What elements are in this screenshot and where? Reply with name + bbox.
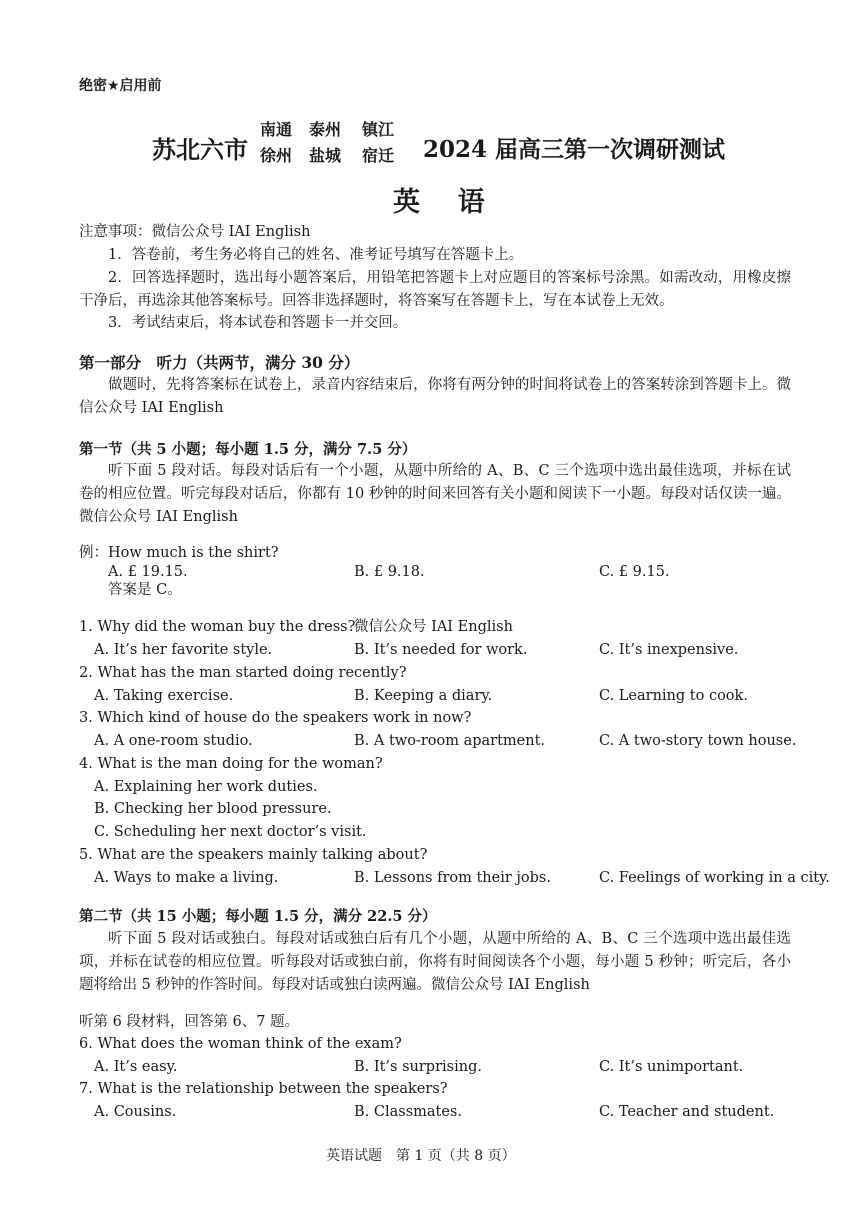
- q4-option-a: A. Explaining her work duties.: [94, 779, 318, 795]
- city-taizhou: 泰州: [309, 120, 342, 139]
- question-4: 4. What is the man doing for the woman?: [79, 756, 383, 772]
- region-name: 苏北六市: [152, 135, 248, 164]
- part1-title: 第一部分 听力（共两节，满分 30 分）: [79, 353, 360, 372]
- q3-option-a: A. A one-room studio.: [94, 733, 253, 749]
- section1-title: 第一节（共 5 小题；每小题 1.5 分，满分 7.5 分）: [79, 441, 417, 458]
- q5-option-a: A. Ways to make a living.: [94, 870, 279, 886]
- question-2: 2. What has the man started doing recently?: [79, 665, 407, 681]
- notice-item-2: 2．回答选择题时，选出每小题答案后，用铅笔把答题卡上对应题目的答案标号涂黑。如需改动，用橡皮擦干净后，再选涂其他答案标号。回答非选择题时，将答案写在答题卡上，写在本试卷上无效。: [79, 270, 791, 309]
- material-instruction: 听第 6 段材料，回答第 6、7 题。: [79, 1014, 300, 1030]
- city-suqian: 宿迁: [362, 146, 395, 165]
- example-question: 例：How much is the shirt?: [79, 545, 279, 561]
- page-footer: 英语试题 第 1 页（共 8 页）: [326, 1148, 516, 1164]
- section2-title: 第二节（共 15 小题；每小题 1.5 分，满分 22.5 分）: [79, 908, 437, 925]
- city-xuzhou: 徐州: [260, 146, 293, 165]
- q7-option-b: B. Classmates.: [354, 1104, 462, 1120]
- q5-option-c: C. Feelings of working in a city.: [599, 870, 830, 886]
- q6-option-b: B. It’s surprising.: [354, 1059, 482, 1075]
- question-7: 7. What is the relationship between the speakers?: [79, 1081, 448, 1097]
- q1-option-b: B. It’s needed for work.: [354, 642, 528, 658]
- question-3: 3. Which kind of house do the speakers work in now?: [79, 710, 472, 726]
- q6-option-a: A. It’s easy.: [94, 1059, 178, 1075]
- example-answer: 答案是 C。: [108, 582, 182, 598]
- city-nantong: 南通: [260, 120, 293, 139]
- subject-title: 英 语: [393, 187, 485, 218]
- notice-item-1: 1．答卷前，考生务必将自己的姓名、准考证号填写在答题卡上。: [108, 247, 524, 263]
- q3-option-c: C. A two-story town house.: [599, 733, 797, 749]
- q6-option-c: C. It’s unimportant.: [599, 1059, 744, 1075]
- section1-intro: 听下面 5 段对话。每段对话后有一个小题，从题中所给的 A、B、C 三个选项中选出最佳选项，并标在试卷的相应位置。听完每段对话后，你都有 10 秒钟的时间来回答有关小题和阅读下一小题。每段对话仅读一遍。微信公众号 IAI English: [79, 463, 791, 525]
- q2-option-a: A. Taking exercise.: [94, 688, 234, 704]
- notice-item-3: 3．考试结束后，将本试卷和答题卡一并交回。: [108, 315, 408, 331]
- watermark-text: 微信公众号 IAI English: [354, 619, 513, 635]
- q1-option-a: A. It’s her favorite style.: [94, 642, 273, 658]
- part1-intro: 做题时，先将答案标在试卷上，录音内容结束后，你将有两分钟的时间将试卷上的答案转涂到答题卡上。微信公众号 IAI English: [79, 377, 791, 416]
- example-option-c: C. £ 9.15.: [599, 564, 670, 580]
- example-option-a: A. £ 19.15.: [108, 564, 188, 580]
- q2-option-c: C. Learning to cook.: [599, 688, 748, 704]
- notice-title: 注意事项：微信公众号 IAI English: [79, 224, 311, 240]
- exam-title: 2024 届高三第一次调研测试: [423, 136, 726, 163]
- confidential-label: 绝密★启用前: [79, 78, 162, 94]
- q3-option-b: B. A two-room apartment.: [354, 733, 546, 749]
- city-zhenjiang: 镇江: [362, 120, 395, 139]
- q4-option-c: C. Scheduling her next doctor’s visit.: [94, 824, 367, 840]
- q4-option-b: B. Checking her blood pressure.: [94, 801, 332, 817]
- q1-option-c: C. It’s inexpensive.: [599, 642, 739, 658]
- section2-intro: 听下面 5 段对话或独白。每段对话或独白后有几个小题，从题中所给的 A、B、C 三个选项中选出最佳选项，并标在试卷的相应位置。听每段对话或独白前，你将有时间阅读各个小题，每小题 5 秒钟；听完后，各小题将给出 5 秒钟的作答时间。每段对话或独白读两遍。微信公众号 IAI English: [79, 931, 791, 993]
- cities-row-1: [260, 117, 394, 140]
- question-5: 5. What are the speakers mainly talking about?: [79, 847, 428, 863]
- q2-option-b: B. Keeping a diary.: [354, 688, 493, 704]
- question-1: 1. Why did the woman buy the dress?: [79, 619, 356, 635]
- q7-option-a: A. Cousins.: [94, 1104, 177, 1120]
- question-6: 6. What does the woman think of the exam?: [79, 1036, 402, 1052]
- example-option-b: B. £ 9.18.: [354, 564, 425, 580]
- cities-row-2: [260, 143, 394, 166]
- city-yancheng: 盐城: [309, 146, 342, 165]
- q7-option-c: C. Teacher and student.: [599, 1104, 775, 1120]
- q5-option-b: B. Lessons from their jobs.: [354, 870, 551, 886]
